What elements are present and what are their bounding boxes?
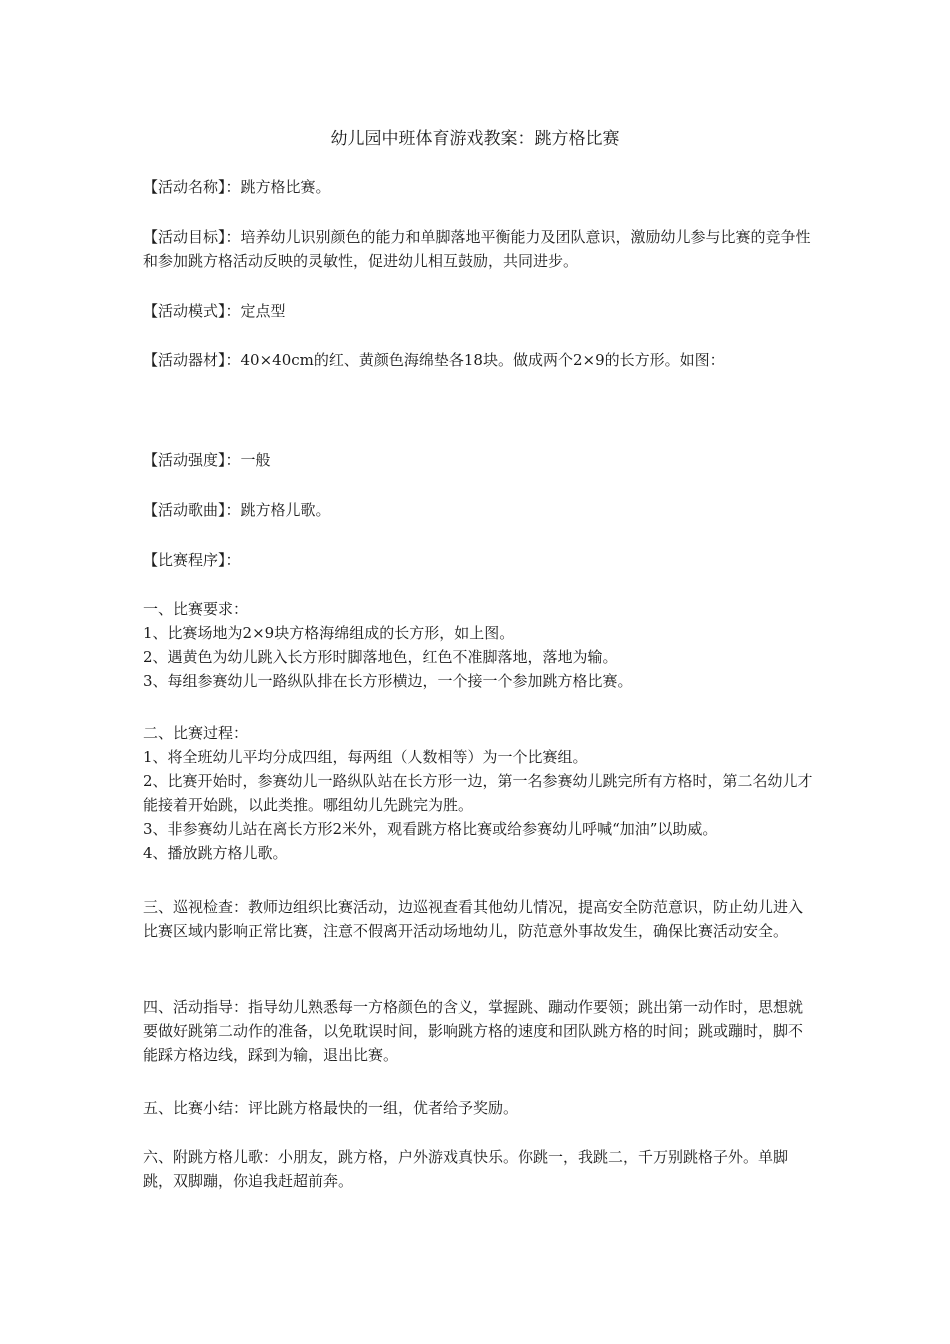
process-heading: 二、比赛过程： (143, 724, 249, 742)
inspection-text: 三、巡视检查：教师边组织比赛活动，边巡视查看其他幼儿情况，提高安全防范意识，防止幼儿进入比赛区域内影响正常比赛，注意不假离开活动场地幼儿，防范意外事故发生，确保比赛活动安全。 (143, 898, 804, 940)
part-summary (143, 1096, 813, 1120)
list-item: 3、非参赛幼儿站在离长方形2米外，观看跳方格比赛或给参赛幼儿呼喊“加油”以助威。 (143, 820, 718, 838)
document-title: 幼儿园中班体育游戏教案：跳方格比赛 (330, 129, 620, 149)
list-item: 4、播放跳方格儿歌。 (143, 844, 288, 862)
activity-equipment-text: 【活动器材】：40×40cm的红、黄颜色海绵垫各18块。做成两个2×9的长方形。如图： (143, 351, 725, 369)
activity-intensity (143, 448, 813, 472)
activity-intensity-text: 【活动强度】：一般 (143, 451, 271, 469)
competition-procedure (143, 548, 813, 572)
part-guidance (143, 995, 813, 1067)
activity-name-text: 【活动名称】：跳方格比赛。 (143, 178, 331, 196)
part-song (143, 1145, 813, 1193)
requirements-heading: 一、比赛要求： (143, 600, 249, 618)
list-item: 1、比赛场地为2×9块方格海绵组成的长方形，如上图。 (143, 624, 515, 642)
activity-goal (143, 225, 813, 273)
song-text: 六、附跳方格儿歌：小朋友，跳方格，户外游戏真快乐。你跳一，我跳二，千万别跳格子外。单脚跳，双脚蹦，你追我赶超前奔。 (143, 1148, 789, 1190)
activity-goal-text: 【活动目标】：培养幼儿识别颜色的能力和单脚落地平衡能力及团队意识，激励幼儿参与比赛的竞争性和参加跳方格活动反映的灵敏性，促进幼儿相互鼓励，共同进步。 (143, 228, 811, 270)
guidance-text: 四、活动指导：指导幼儿熟悉每一方格颜色的含义，掌握跳、蹦动作要领；跳出第一动作时，思想就要做好跳第二动作的准备，以免耽误时间，影响跳方格的速度和团队跳方格的时间；跳或蹦时，脚不能踩方格边线，踩到为输，退出比赛。 (143, 998, 804, 1064)
activity-song (143, 498, 813, 522)
list-item: 2、遇黄色为幼儿跳入长方形时脚落地色，红色不准脚落地，落地为输。 (143, 648, 618, 666)
part-process (143, 721, 813, 865)
competition-procedure-text: 【比赛程序】： (143, 551, 241, 569)
activity-mode-text: 【活动模式】：定点型 (143, 302, 286, 320)
list-item: 3、每组参赛幼儿一路纵队排在长方形横边，一个接一个参加跳方格比赛。 (143, 672, 633, 690)
part-requirements (143, 597, 813, 693)
activity-equipment (143, 348, 813, 372)
activity-song-text: 【活动歌曲】：跳方格儿歌。 (143, 501, 331, 519)
list-item: 1、将全班幼儿平均分成四组，每两组（人数相等）为一个比赛组。 (143, 748, 588, 766)
part-inspection (143, 895, 813, 943)
list-item: 2、比赛开始时，参赛幼儿一路纵队站在长方形一边，第一名参赛幼儿跳完所有方格时，第二名幼儿才能接着开始跳，以此类推。哪组幼儿先跳完为胜。 (143, 772, 813, 814)
activity-mode (143, 299, 813, 323)
activity-name (143, 175, 813, 199)
summary-text: 五、比赛小结：评比跳方格最快的一组，优者给予奖励。 (143, 1099, 519, 1117)
